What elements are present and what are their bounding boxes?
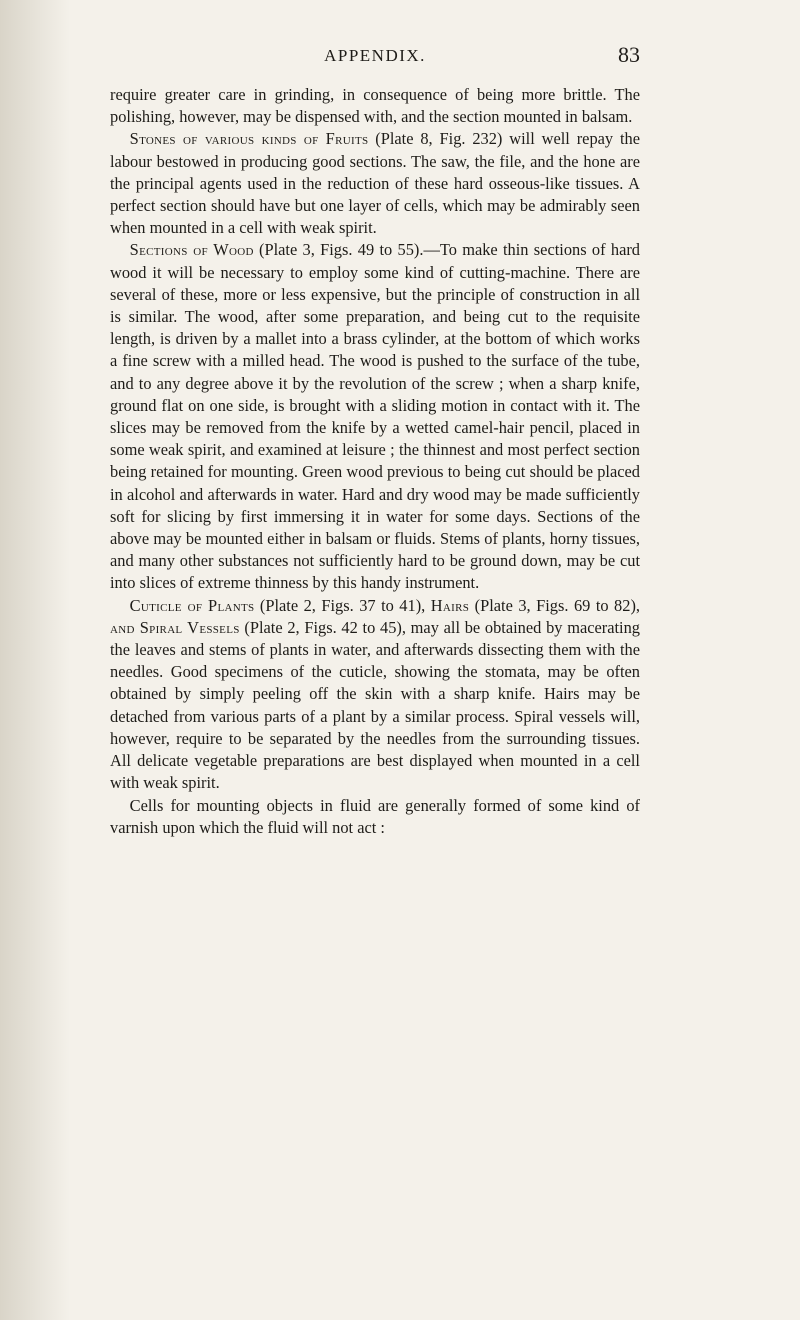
paragraph-text: (Plate 3, Figs. 69 to 82), (469, 595, 641, 615)
running-head: APPENDIX. (324, 46, 426, 65)
section-heading: Stones of various kinds of Fruits (129, 129, 369, 149)
section-heading: Hairs (430, 595, 470, 615)
paragraph-text: (Plate 2, Figs. 42 to 45), may all be obtained by macerating the leaves and stems of plants in water, and afterwards dissecting them with the needles. Good specimens of the cuticle, showing the stomata, may be often obtained by simply peeling off the skin with a sharp knife. Hairs may be detached from various parts of a plant by a similar process. Spiral vessels will, however, require to be separated by the needles from the surrounding tissues. All delicate vegetable preparations are best displayed when mounted in a cell with weak spirit. (110, 617, 640, 793)
paragraph-continuation (110, 84, 640, 128)
paragraph-cuticle (110, 595, 640, 795)
section-heading: Cuticle of Plants (129, 595, 255, 615)
page-number: 83 (618, 42, 640, 67)
paragraph-cells (110, 795, 640, 839)
paragraph-text: (Plate 8, Fig. 232) will well repay the labour bestowed in producing good sections. The saw, the file, and the hone are the principal agents used in the reduction of these hard osseous-like tissues. A perfect section should have but one layer of cells, which may be admirably seen when mounted in a cell with weak spirit. (110, 129, 641, 238)
page-edge-shadow (0, 0, 70, 1320)
paragraph-text: (Plate 3, Figs. 49 to 55).—To make thin sections of hard wood it will be necessary to employ some kind of cutting-machine. There are several of these, more or less expensive, but the principle of construction in all is similar. The wood, after some preparation, and being cut to the requisite length, is driven by a mallet into a brass cylinder, at the bottom of which works a fine screw with a milled head. The wood is pushed to the surface of the tube, and to any degree above it by the revolution of the screw ; when a sharp knife, ground flat on one side, is brought with a sliding motion in contact with it. The slices may be removed from the knife by a wetted camel-hair pencil, placed in some weak spirit, and examined at leisure ; the thinnest and most perfect section being retained for mounting. Green wood previous to being cut should be placed in alcohol and afterwards in water. Hard and dry wood may be made sufficiently soft for slicing by first immersing it in water for some days. Sections of the above may be mounted either in balsam or fluids. Stems of plants, horny tissues, and many other substances not sufficiently hard to be ground down, may be cut into slices of extreme thinness by this handy instrument. (110, 240, 640, 593)
paragraph-wood (110, 239, 640, 594)
paragraph-text: Cells for mounting objects in fluid are generally formed of some kind of varnish upon which the fluid will not act : (110, 795, 640, 837)
paragraph-stones (110, 128, 640, 239)
body-text (110, 84, 640, 839)
section-heading: Sections of Wood (129, 240, 254, 260)
page-header (110, 40, 640, 70)
paragraph-text: require greater care in grinding, in consequence of being more brittle. The polishing, however, may be dispensed with, and the section mounted in balsam. (110, 85, 640, 127)
paragraph-text: (Plate 2, Figs. 37 to 41), (254, 595, 431, 615)
section-heading: and Spiral Vessels (110, 617, 240, 637)
